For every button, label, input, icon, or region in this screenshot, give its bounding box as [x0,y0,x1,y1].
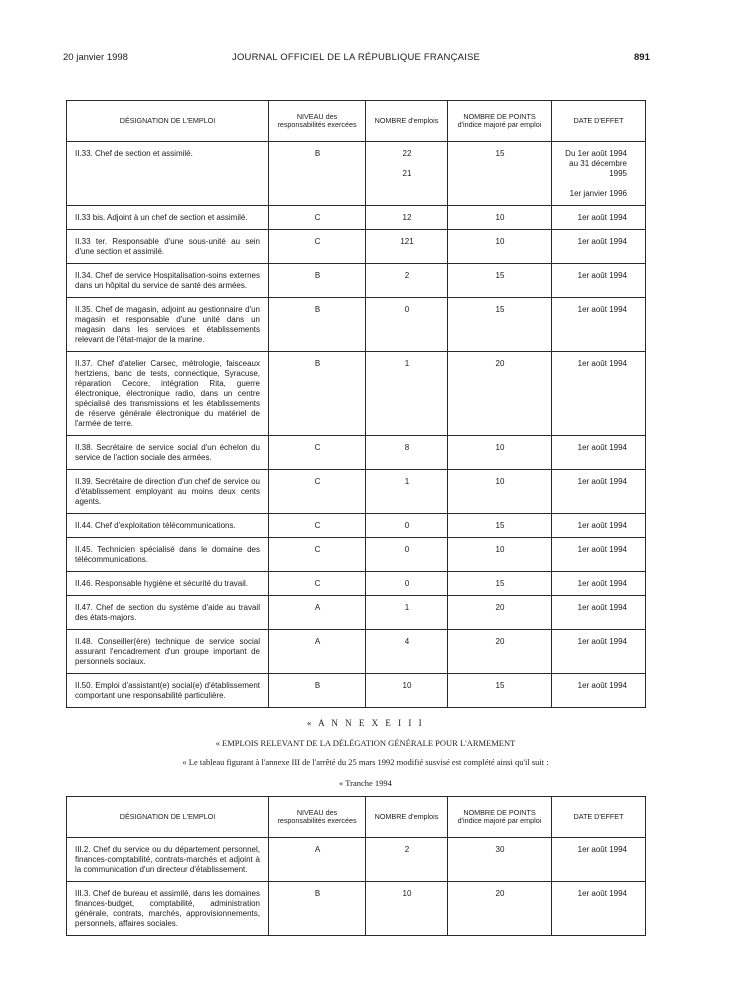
nombre-cell [366,514,448,538]
nombre-cell [366,538,448,572]
niveau-text: C [314,477,321,486]
col-niveau: NIVEAU des responsabilités exercées [269,797,366,838]
designation-cell [67,264,269,298]
designation-cell [67,352,269,436]
points-cell [448,142,552,206]
page-number: 891 [634,52,650,63]
annex-title: « A N N E X E I I I [306,718,425,728]
designation-cell [67,538,269,572]
date-text: 1er août 1994 [577,681,627,690]
niveau-cell [269,538,366,572]
table-row [67,298,646,352]
table-row [67,206,646,230]
designation-cell [67,572,269,596]
col-points: NOMBRE DE POINTS d'indice majoré par emploi [448,797,552,838]
designation-cell [67,470,269,514]
points-text: 10 [495,477,505,486]
niveau-cell [269,514,366,538]
niveau-cell [269,470,366,514]
date-text: 1er août 1994 [577,271,627,280]
table1-body [67,142,646,708]
date-cell [552,206,646,230]
designation-text: II.47. Chef de section du système d'aide au travail des états-majors. [75,603,260,622]
nombre-text: 10 [402,889,412,898]
designation-text: II.33 ter. Responsable d'une sous-unité au sein d'une section et assimilé. [75,237,260,256]
niveau-text: C [314,545,321,554]
date-cell [552,436,646,470]
designation-text: II.37. Chef d'atelier Carsec, métrologie, faisceaux hertziens, banc de tests, connectique, Syracuse, réparation Cecore, intégration Rita, guerre électronique, électronique radio, dans un centre spécialisé des transmissions et les établissements de réserve générale électronique du matériel de l'armée de terre. [75,359,260,428]
date-cell [552,596,646,630]
employment-table-annex-2 [66,100,646,708]
annex-tranche: « Tranche 1994 [339,778,392,788]
niveau-cell [269,674,366,708]
table-row [67,230,646,264]
points-cell [448,298,552,352]
date-text: 1er août 1994 [577,477,627,486]
date-text: 1er août 1994 [577,603,627,612]
table-row [67,436,646,470]
nombre-cell [366,572,448,596]
table-row [67,572,646,596]
designation-cell [67,674,269,708]
table-header-row [67,797,646,838]
date-cell [552,514,646,538]
date-text: 1er août 1994 [577,521,627,530]
points-text: 15 [495,681,505,690]
niveau-cell [269,838,366,882]
nombre-text: 0 [404,521,410,530]
designation-text: III.3. Chef de bureau et assimilé, dans les domaines finances-budget, comptabilité, administration générale, contrats, marchés, approvisionnements, personnels, affaires sociales. [75,889,260,928]
table-row [67,838,646,882]
points-cell [448,352,552,436]
points-cell [448,470,552,514]
date-text: 1er août 1994 [577,637,627,646]
points-text: 10 [495,443,505,452]
date-cell [552,630,646,674]
date-cell [552,230,646,264]
nombre-cell [366,206,448,230]
niveau-cell [269,206,366,230]
date-text: 1er août 1994 [577,845,627,854]
nombre-cell [366,352,448,436]
niveau-cell [269,298,366,352]
designation-text: II.46. Responsable hygiène et sécurité du travail. [75,579,248,588]
date-cell [552,298,646,352]
niveau-text: C [314,237,321,246]
niveau-text: B [314,681,321,690]
nombre-text: 2 [404,845,410,854]
points-text: 15 [495,149,505,158]
points-cell [448,514,552,538]
nombre-cell [366,596,448,630]
designation-text: II.45. Technicien spécialisé dans le domaine des télécommunications. [75,545,260,564]
date-cell [552,572,646,596]
nombre-cell [366,264,448,298]
points-text: 15 [495,305,505,314]
points-text: 10 [495,545,505,554]
nombre-text: 4 [404,637,410,646]
niveau-cell [269,882,366,936]
points-text: 20 [495,637,505,646]
designation-text: II.48. Conseiller(ère) technique de service social assurant l'encadrement d'un groupe important de personnels sociaux. [75,637,260,666]
designation-cell [67,838,269,882]
nombre-cell [366,230,448,264]
points-text: 15 [495,579,505,588]
designation-text: II.39. Secrétaire de direction d'un chef de service ou d'établissement employant au moins deux cents agents. [75,477,260,506]
designation-text: II.35. Chef de magasin, adjoint au gestionnaire d'un magasin et responsable d'une unité dans un magasin dans les services et établissements relevant de l'état-major de la marine. [75,305,260,344]
designation-cell [67,882,269,936]
points-cell [448,230,552,264]
table-row [67,538,646,572]
nombre-cell [366,674,448,708]
date-cell [552,882,646,936]
table-row [67,142,646,206]
nombre-text: 22 [402,149,412,158]
points-cell [448,674,552,708]
designation-cell [67,596,269,630]
date-cell [552,264,646,298]
niveau-text: A [314,603,321,612]
nombre-cell [366,838,448,882]
niveau-cell [269,264,366,298]
nombre-cell [366,436,448,470]
col-points: NOMBRE DE POINTS d'indice majoré par emploi [448,101,552,142]
nombre-text: 2 [404,271,410,280]
nombre-text: 0 [404,305,410,314]
points-text: 20 [495,889,505,898]
niveau-cell [269,352,366,436]
designation-cell [67,630,269,674]
col-nombre: NOMBRE d'emplois [366,797,448,838]
date-cell [552,142,646,206]
col-designation: DÉSIGNATION DE L'EMPLOI [67,797,269,838]
points-cell [448,538,552,572]
col-nombre: NOMBRE d'emplois [366,101,448,142]
date-text: 1er août 1994 [577,443,627,452]
nombre-text: 1 [404,477,410,486]
nombre-cell [366,470,448,514]
date-cell [552,352,646,436]
designation-cell [67,514,269,538]
points-cell [448,206,552,230]
nombre-text: 12 [402,213,412,222]
nombre-cell [366,298,448,352]
nombre-text: 0 [404,545,410,554]
points-text: 10 [495,237,505,246]
points-cell [448,264,552,298]
annex-subtitle: « EMPLOIS RELEVANT DE LA DÉLÉGATION GÉNÉRALE POUR L'ARMEMENT [215,738,516,748]
niveau-text: C [314,213,321,222]
nombre-text: 10 [402,681,412,690]
niveau-text: B [314,359,321,368]
nombre-text: 8 [404,443,410,452]
nombre-text: 1 [404,359,410,368]
niveau-cell [269,230,366,264]
date-cell [552,538,646,572]
niveau-text: B [314,271,321,280]
date-text-secondary: 1er janvier 1996 [569,189,627,198]
designation-cell [67,298,269,352]
date-text: 1er août 1994 [577,305,627,314]
date-text: Du 1er août 1994 au 31 décembre 1995 [565,149,627,178]
nombre-text-secondary: 21 [402,169,412,178]
designation-cell [67,230,269,264]
col-designation: DÉSIGNATION DE L'EMPLOI [67,101,269,142]
nombre-text: 0 [404,579,410,588]
journal-title: JOURNAL OFFICIEL DE LA RÉPUBLIQUE FRANÇAISE [232,52,481,63]
points-text: 20 [495,603,505,612]
points-text: 30 [495,845,505,854]
date-text: 1er août 1994 [577,545,627,554]
table-row [67,264,646,298]
nombre-cell [366,630,448,674]
date-cell [552,470,646,514]
date-text: 1er août 1994 [577,579,627,588]
points-cell [448,436,552,470]
points-text: 15 [495,271,505,280]
header-date: 20 janvier 1998 [63,52,128,63]
niveau-cell [269,572,366,596]
date-text: 1er août 1994 [577,213,627,222]
points-cell [448,882,552,936]
table-row [67,596,646,630]
niveau-text: A [314,845,321,854]
designation-text: II.50. Emploi d'assistant(e) social(e) d'établissement comportant une responsabilité particulière. [75,681,260,700]
table-row [67,674,646,708]
nombre-cell [366,142,448,206]
niveau-cell [269,142,366,206]
designation-text: II.34. Chef de service Hospitalisation-soins externes dans un hôpital du service de santé des armées. [75,271,260,290]
designation-text: II.38. Secrétaire de service social d'un échelon du service de l'action sociale des armées. [75,443,260,462]
designation-text: III.2. Chef du service ou du département personnel, finances-comptabilité, contrats-marchés et adjoint à la communication d'un directeur d'établissement. [75,845,260,874]
points-cell [448,838,552,882]
table-row [67,630,646,674]
designation-cell [67,142,269,206]
table-row [67,470,646,514]
points-cell [448,596,552,630]
col-date: DATE D'EFFET [552,101,646,142]
points-text: 20 [495,359,505,368]
annex-text: « Le tableau figurant à l'annexe III de l'arrêté du 25 mars 1992 modifié susvisé est complété ainsi qu'il suit : [182,757,549,767]
table-row [67,882,646,936]
designation-cell [67,436,269,470]
designation-text: II.44. Chef d'exploitation télécommunications. [75,521,236,530]
table-header-row [67,101,646,142]
date-cell [552,838,646,882]
date-cell [552,674,646,708]
points-text: 15 [495,521,505,530]
points-cell [448,572,552,596]
points-cell [448,630,552,674]
niveau-text: A [314,637,321,646]
employment-table-annex-3 [66,796,646,936]
nombre-text: 1 [404,603,410,612]
table-row [67,514,646,538]
nombre-cell [366,882,448,936]
points-text: 10 [495,213,505,222]
col-niveau: NIVEAU des responsabilités exercées [269,101,366,142]
niveau-text: B [314,889,321,898]
niveau-cell [269,596,366,630]
table2-body [67,838,646,936]
designation-text: II.33. Chef de section et assimilé. [75,149,193,158]
date-text: 1er août 1994 [577,359,627,368]
niveau-text: C [314,521,321,530]
niveau-text: B [314,305,321,314]
designation-cell [67,206,269,230]
table-row [67,352,646,436]
date-text: 1er août 1994 [577,237,627,246]
niveau-cell [269,436,366,470]
niveau-cell [269,630,366,674]
nombre-text: 121 [400,237,414,246]
niveau-text: C [314,443,321,452]
niveau-text: C [314,579,321,588]
designation-text: II.33 bis. Adjoint à un chef de section et assimilé. [75,213,248,222]
niveau-text: B [314,149,321,158]
date-text: 1er août 1994 [577,889,627,898]
col-date: DATE D'EFFET [552,797,646,838]
